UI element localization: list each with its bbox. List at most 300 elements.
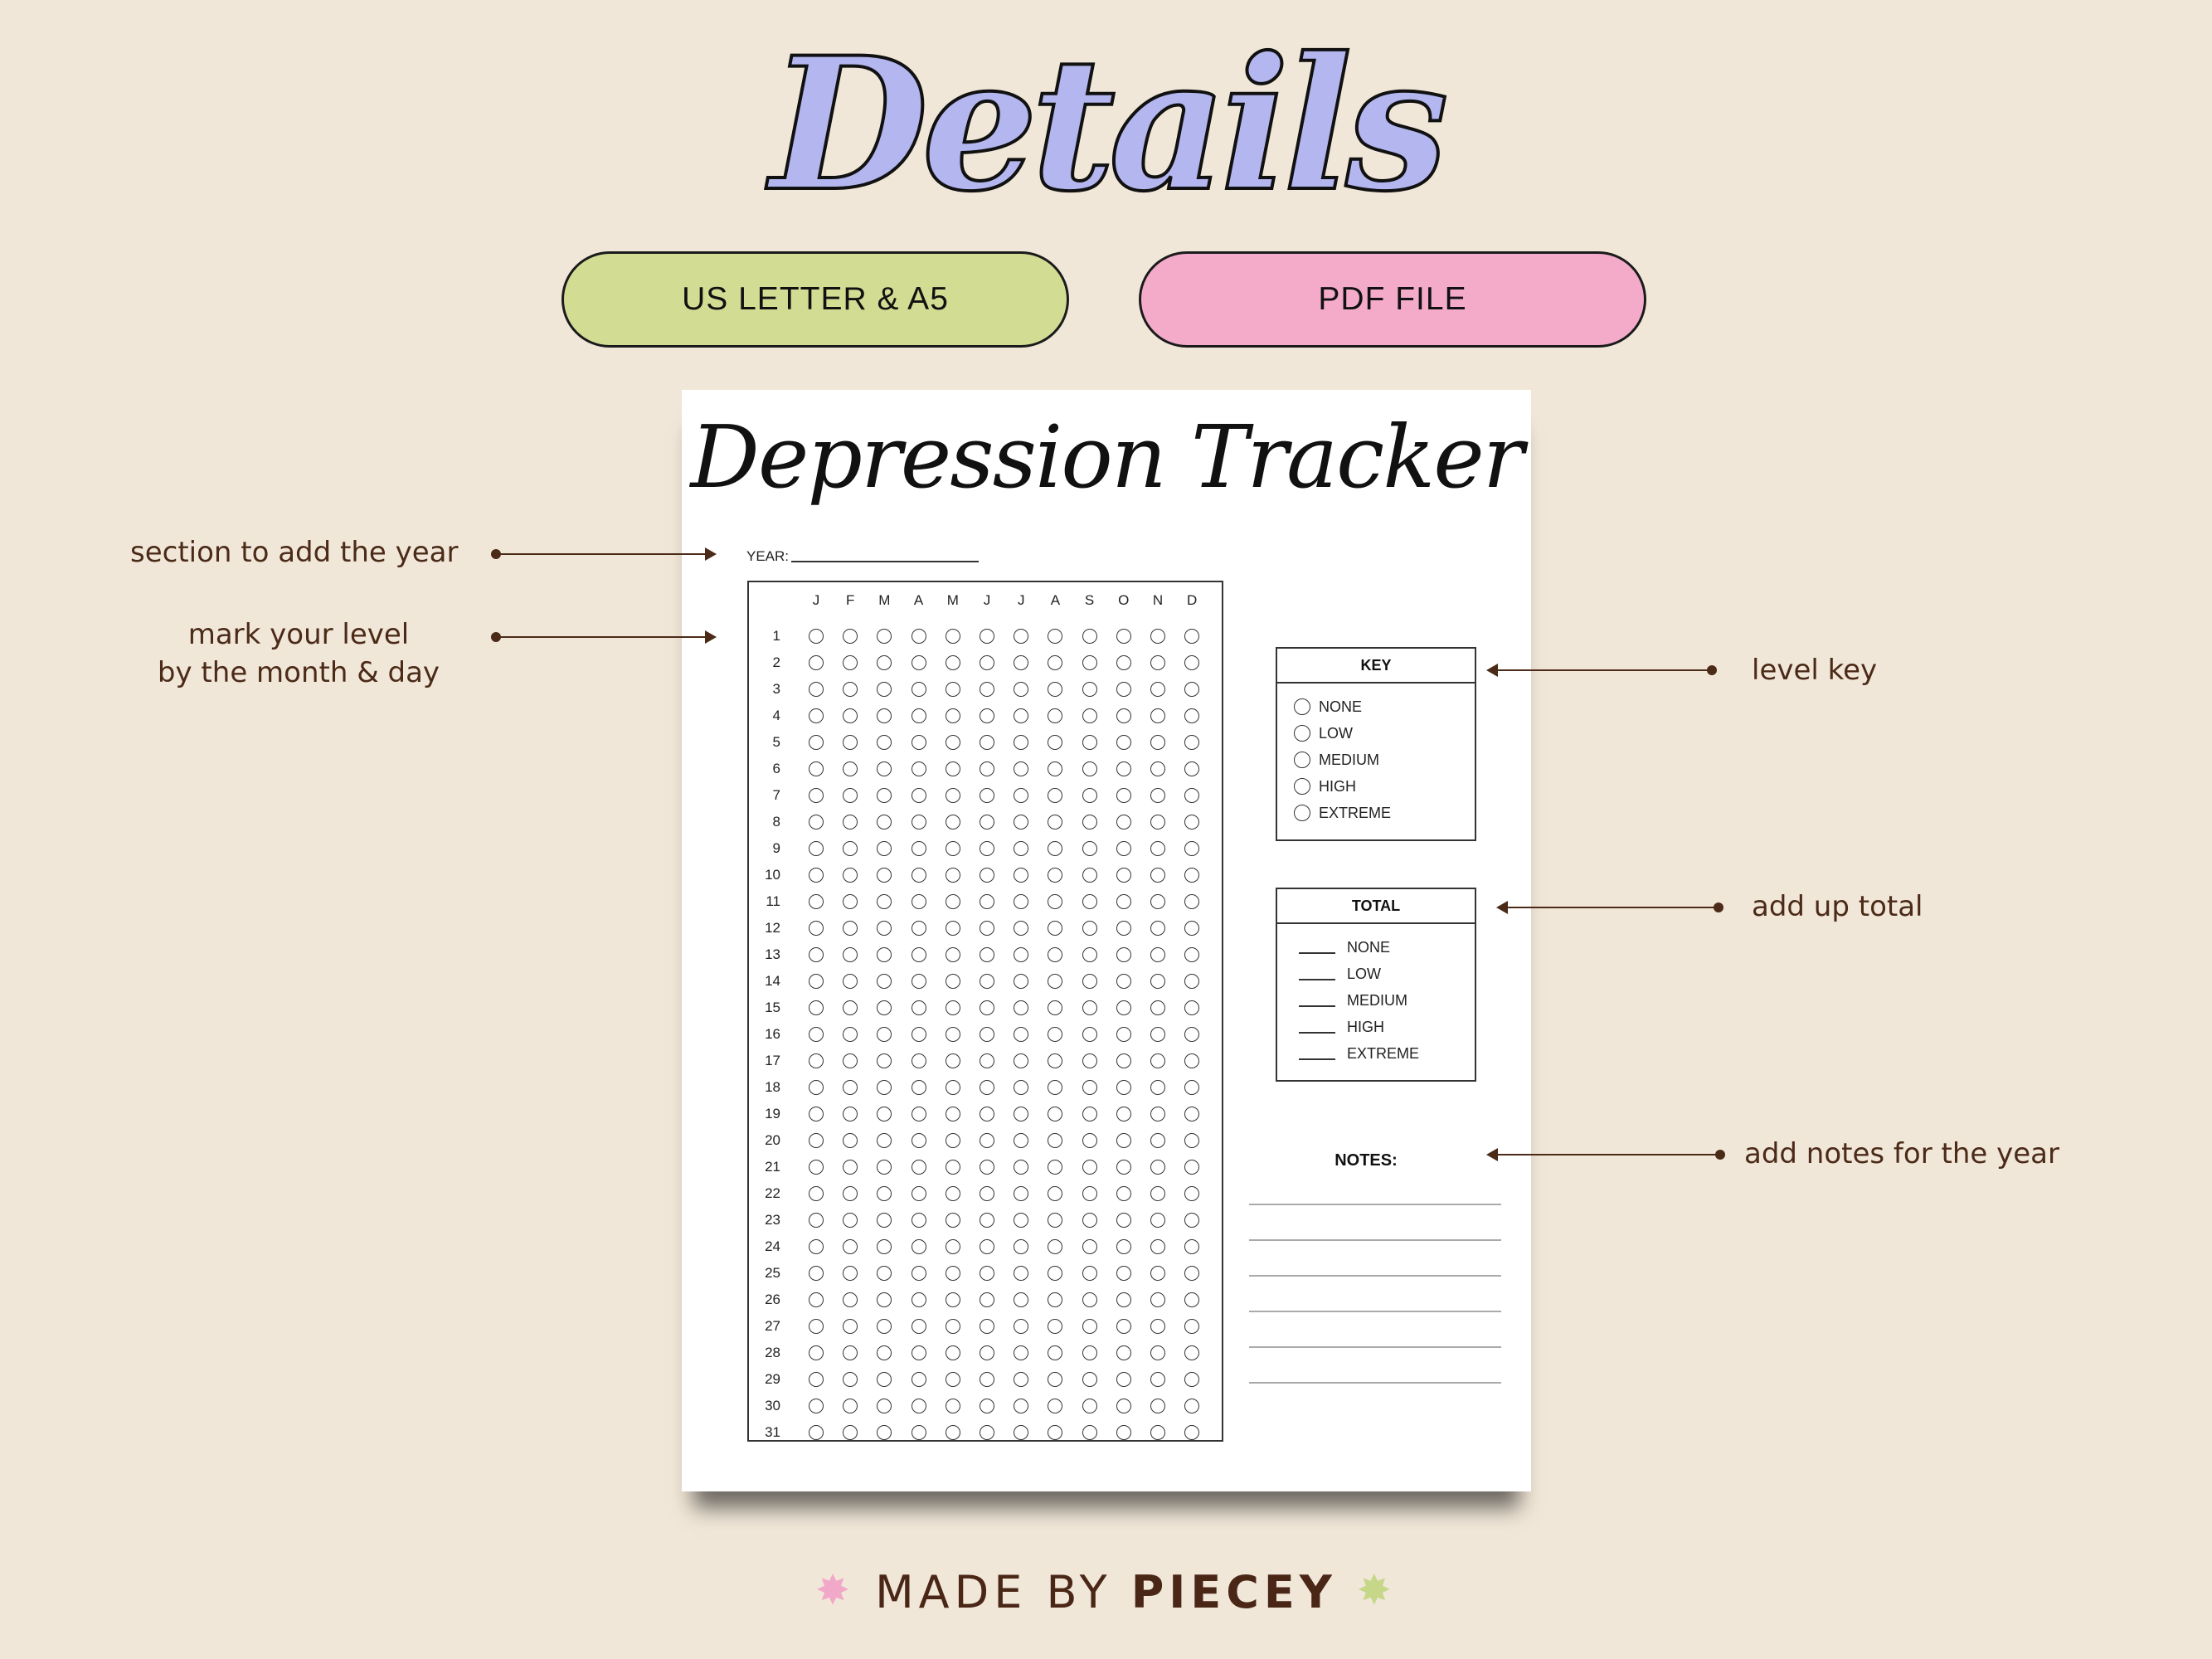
day-level-circle[interactable] xyxy=(912,921,926,936)
day-level-circle[interactable] xyxy=(946,735,960,750)
day-level-circle[interactable] xyxy=(1014,708,1028,723)
day-level-circle[interactable] xyxy=(1184,655,1199,670)
day-level-circle[interactable] xyxy=(809,1213,824,1228)
day-level-circle[interactable] xyxy=(946,1399,960,1413)
day-level-circle[interactable] xyxy=(843,921,858,936)
day-level-circle[interactable] xyxy=(1150,1345,1165,1360)
day-level-circle[interactable] xyxy=(946,761,960,776)
day-level-circle[interactable] xyxy=(1184,1266,1199,1281)
total-blank-line[interactable] xyxy=(1299,1058,1335,1060)
day-level-circle[interactable] xyxy=(1150,682,1165,697)
day-level-circle[interactable] xyxy=(1048,682,1062,697)
day-level-circle[interactable] xyxy=(809,1160,824,1175)
day-level-circle[interactable] xyxy=(1082,1319,1097,1334)
day-level-circle[interactable] xyxy=(1184,1133,1199,1148)
day-level-circle[interactable] xyxy=(912,1133,926,1148)
day-level-circle[interactable] xyxy=(912,1425,926,1440)
day-level-circle[interactable] xyxy=(877,655,892,670)
day-level-circle[interactable] xyxy=(1048,815,1062,830)
day-level-circle[interactable] xyxy=(1116,1027,1131,1042)
day-level-circle[interactable] xyxy=(877,1160,892,1175)
day-level-circle[interactable] xyxy=(1082,1053,1097,1068)
day-level-circle[interactable] xyxy=(1014,682,1028,697)
day-level-circle[interactable] xyxy=(843,761,858,776)
day-level-circle[interactable] xyxy=(1082,788,1097,803)
day-level-circle[interactable] xyxy=(877,921,892,936)
day-level-circle[interactable] xyxy=(843,841,858,856)
day-level-circle[interactable] xyxy=(877,1266,892,1281)
day-level-circle[interactable] xyxy=(1082,921,1097,936)
day-level-circle[interactable] xyxy=(1048,868,1062,883)
day-level-circle[interactable] xyxy=(809,1292,824,1307)
day-level-circle[interactable] xyxy=(1150,761,1165,776)
day-level-circle[interactable] xyxy=(1014,947,1028,962)
day-level-circle[interactable] xyxy=(843,1266,858,1281)
total-blank-line[interactable] xyxy=(1299,1032,1335,1034)
day-level-circle[interactable] xyxy=(1184,815,1199,830)
day-level-circle[interactable] xyxy=(946,1160,960,1175)
day-level-circle[interactable] xyxy=(980,655,994,670)
day-level-circle[interactable] xyxy=(1116,974,1131,989)
day-level-circle[interactable] xyxy=(1014,1133,1028,1148)
day-level-circle[interactable] xyxy=(1116,841,1131,856)
day-level-circle[interactable] xyxy=(946,629,960,644)
day-level-circle[interactable] xyxy=(946,1027,960,1042)
day-level-circle[interactable] xyxy=(912,1027,926,1042)
day-level-circle[interactable] xyxy=(843,735,858,750)
day-level-circle[interactable] xyxy=(912,1053,926,1068)
day-level-circle[interactable] xyxy=(1048,1372,1062,1387)
day-level-circle[interactable] xyxy=(1082,1080,1097,1095)
day-level-circle[interactable] xyxy=(980,735,994,750)
day-level-circle[interactable] xyxy=(1048,1080,1062,1095)
day-level-circle[interactable] xyxy=(980,868,994,883)
day-level-circle[interactable] xyxy=(1014,1292,1028,1307)
day-level-circle[interactable] xyxy=(912,655,926,670)
day-level-circle[interactable] xyxy=(912,761,926,776)
day-level-circle[interactable] xyxy=(1184,629,1199,644)
day-level-circle[interactable] xyxy=(1014,1345,1028,1360)
day-level-circle[interactable] xyxy=(1116,1425,1131,1440)
day-level-circle[interactable] xyxy=(980,682,994,697)
day-level-circle[interactable] xyxy=(1014,788,1028,803)
day-level-circle[interactable] xyxy=(1184,1000,1199,1015)
day-level-circle[interactable] xyxy=(946,708,960,723)
day-level-circle[interactable] xyxy=(877,1027,892,1042)
day-level-circle[interactable] xyxy=(980,1372,994,1387)
day-level-circle[interactable] xyxy=(980,947,994,962)
day-level-circle[interactable] xyxy=(1150,974,1165,989)
day-level-circle[interactable] xyxy=(843,1292,858,1307)
day-level-circle[interactable] xyxy=(809,1107,824,1121)
day-level-circle[interactable] xyxy=(1014,1213,1028,1228)
day-level-circle[interactable] xyxy=(912,1186,926,1201)
day-level-circle[interactable] xyxy=(1184,894,1199,909)
day-level-circle[interactable] xyxy=(912,868,926,883)
day-level-circle[interactable] xyxy=(843,1425,858,1440)
day-level-circle[interactable] xyxy=(1184,682,1199,697)
day-level-circle[interactable] xyxy=(1184,1425,1199,1440)
day-level-circle[interactable] xyxy=(980,1027,994,1042)
day-level-circle[interactable] xyxy=(1184,1372,1199,1387)
day-level-circle[interactable] xyxy=(1116,629,1131,644)
day-level-circle[interactable] xyxy=(912,1399,926,1413)
day-level-circle[interactable] xyxy=(1184,921,1199,936)
day-level-circle[interactable] xyxy=(1082,655,1097,670)
day-level-circle[interactable] xyxy=(809,974,824,989)
day-level-circle[interactable] xyxy=(1116,708,1131,723)
day-level-circle[interactable] xyxy=(1150,1239,1165,1254)
day-level-circle[interactable] xyxy=(1048,1000,1062,1015)
day-level-circle[interactable] xyxy=(946,894,960,909)
day-level-circle[interactable] xyxy=(1048,1053,1062,1068)
day-level-circle[interactable] xyxy=(1048,708,1062,723)
day-level-circle[interactable] xyxy=(1014,629,1028,644)
day-level-circle[interactable] xyxy=(980,1266,994,1281)
day-level-circle[interactable] xyxy=(1014,655,1028,670)
day-level-circle[interactable] xyxy=(1014,1186,1028,1201)
day-level-circle[interactable] xyxy=(980,708,994,723)
day-level-circle[interactable] xyxy=(1082,708,1097,723)
day-level-circle[interactable] xyxy=(809,629,824,644)
day-level-circle[interactable] xyxy=(877,1319,892,1334)
day-level-circle[interactable] xyxy=(980,1319,994,1334)
day-level-circle[interactable] xyxy=(1150,921,1165,936)
day-level-circle[interactable] xyxy=(980,815,994,830)
day-level-circle[interactable] xyxy=(946,1345,960,1360)
day-level-circle[interactable] xyxy=(1116,1160,1131,1175)
day-level-circle[interactable] xyxy=(809,788,824,803)
day-level-circle[interactable] xyxy=(980,1292,994,1307)
day-level-circle[interactable] xyxy=(809,894,824,909)
day-level-circle[interactable] xyxy=(1116,682,1131,697)
day-level-circle[interactable] xyxy=(809,1345,824,1360)
day-level-circle[interactable] xyxy=(1184,1399,1199,1413)
day-level-circle[interactable] xyxy=(1116,1186,1131,1201)
day-level-circle[interactable] xyxy=(809,1000,824,1015)
day-level-circle[interactable] xyxy=(946,921,960,936)
day-level-circle[interactable] xyxy=(1184,1160,1199,1175)
day-level-circle[interactable] xyxy=(912,708,926,723)
day-level-circle[interactable] xyxy=(1150,1053,1165,1068)
day-level-circle[interactable] xyxy=(1116,868,1131,883)
day-level-circle[interactable] xyxy=(877,947,892,962)
day-level-circle[interactable] xyxy=(1082,947,1097,962)
day-level-circle[interactable] xyxy=(877,708,892,723)
day-level-circle[interactable] xyxy=(1150,1000,1165,1015)
day-level-circle[interactable] xyxy=(877,841,892,856)
day-level-circle[interactable] xyxy=(877,1186,892,1201)
day-level-circle[interactable] xyxy=(843,655,858,670)
day-level-circle[interactable] xyxy=(1150,735,1165,750)
day-level-circle[interactable] xyxy=(1116,1107,1131,1121)
day-level-circle[interactable] xyxy=(980,788,994,803)
day-level-circle[interactable] xyxy=(809,921,824,936)
day-level-circle[interactable] xyxy=(1048,735,1062,750)
day-level-circle[interactable] xyxy=(912,1239,926,1254)
day-level-circle[interactable] xyxy=(1184,1053,1199,1068)
day-level-circle[interactable] xyxy=(843,1107,858,1121)
day-level-circle[interactable] xyxy=(1116,1399,1131,1413)
day-level-circle[interactable] xyxy=(1048,655,1062,670)
day-level-circle[interactable] xyxy=(1116,1213,1131,1228)
day-level-circle[interactable] xyxy=(1184,1319,1199,1334)
day-level-circle[interactable] xyxy=(877,1239,892,1254)
day-level-circle[interactable] xyxy=(1048,1160,1062,1175)
day-level-circle[interactable] xyxy=(912,735,926,750)
day-level-circle[interactable] xyxy=(843,1027,858,1042)
day-level-circle[interactable] xyxy=(1014,735,1028,750)
day-level-circle[interactable] xyxy=(1048,1239,1062,1254)
day-level-circle[interactable] xyxy=(1116,1266,1131,1281)
day-level-circle[interactable] xyxy=(843,947,858,962)
day-level-circle[interactable] xyxy=(1082,1133,1097,1148)
day-level-circle[interactable] xyxy=(877,894,892,909)
day-level-circle[interactable] xyxy=(1048,947,1062,962)
day-level-circle[interactable] xyxy=(1184,841,1199,856)
day-level-circle[interactable] xyxy=(809,1319,824,1334)
day-level-circle[interactable] xyxy=(843,815,858,830)
day-level-circle[interactable] xyxy=(1116,655,1131,670)
day-level-circle[interactable] xyxy=(980,921,994,936)
total-blank-line[interactable] xyxy=(1299,1005,1335,1007)
day-level-circle[interactable] xyxy=(1014,1080,1028,1095)
day-level-circle[interactable] xyxy=(1082,894,1097,909)
day-level-circle[interactable] xyxy=(877,788,892,803)
day-level-circle[interactable] xyxy=(1082,1239,1097,1254)
day-level-circle[interactable] xyxy=(946,1000,960,1015)
day-level-circle[interactable] xyxy=(1014,1425,1028,1440)
day-level-circle[interactable] xyxy=(946,868,960,883)
day-level-circle[interactable] xyxy=(1048,1319,1062,1334)
day-level-circle[interactable] xyxy=(980,1053,994,1068)
day-level-circle[interactable] xyxy=(912,1292,926,1307)
day-level-circle[interactable] xyxy=(1014,815,1028,830)
day-level-circle[interactable] xyxy=(877,735,892,750)
day-level-circle[interactable] xyxy=(1048,1292,1062,1307)
day-level-circle[interactable] xyxy=(1150,1266,1165,1281)
day-level-circle[interactable] xyxy=(843,1239,858,1254)
day-level-circle[interactable] xyxy=(980,1133,994,1148)
day-level-circle[interactable] xyxy=(1082,682,1097,697)
day-level-circle[interactable] xyxy=(1184,1239,1199,1254)
day-level-circle[interactable] xyxy=(877,1107,892,1121)
day-level-circle[interactable] xyxy=(946,1053,960,1068)
day-level-circle[interactable] xyxy=(1116,1133,1131,1148)
day-level-circle[interactable] xyxy=(1184,868,1199,883)
day-level-circle[interactable] xyxy=(980,974,994,989)
day-level-circle[interactable] xyxy=(1082,1027,1097,1042)
day-level-circle[interactable] xyxy=(1048,761,1062,776)
day-level-circle[interactable] xyxy=(809,1080,824,1095)
day-level-circle[interactable] xyxy=(1150,708,1165,723)
day-level-circle[interactable] xyxy=(1048,1425,1062,1440)
day-level-circle[interactable] xyxy=(1014,1160,1028,1175)
day-level-circle[interactable] xyxy=(1150,1292,1165,1307)
day-level-circle[interactable] xyxy=(1184,1186,1199,1201)
total-blank-line[interactable] xyxy=(1299,952,1335,954)
day-level-circle[interactable] xyxy=(1082,735,1097,750)
day-level-circle[interactable] xyxy=(1048,1345,1062,1360)
day-level-circle[interactable] xyxy=(877,974,892,989)
day-level-circle[interactable] xyxy=(843,1160,858,1175)
day-level-circle[interactable] xyxy=(843,868,858,883)
day-level-circle[interactable] xyxy=(1014,1266,1028,1281)
day-level-circle[interactable] xyxy=(980,1000,994,1015)
day-level-circle[interactable] xyxy=(877,1372,892,1387)
day-level-circle[interactable] xyxy=(912,1000,926,1015)
day-level-circle[interactable] xyxy=(946,1266,960,1281)
day-level-circle[interactable] xyxy=(1014,1053,1028,1068)
day-level-circle[interactable] xyxy=(946,947,960,962)
day-level-circle[interactable] xyxy=(1150,655,1165,670)
day-level-circle[interactable] xyxy=(1014,1372,1028,1387)
day-level-circle[interactable] xyxy=(877,1000,892,1015)
day-level-circle[interactable] xyxy=(912,1213,926,1228)
day-level-circle[interactable] xyxy=(877,1080,892,1095)
day-level-circle[interactable] xyxy=(1184,974,1199,989)
day-level-circle[interactable] xyxy=(843,682,858,697)
day-level-circle[interactable] xyxy=(1048,629,1062,644)
day-level-circle[interactable] xyxy=(809,655,824,670)
day-level-circle[interactable] xyxy=(809,1372,824,1387)
day-level-circle[interactable] xyxy=(809,1053,824,1068)
day-level-circle[interactable] xyxy=(1014,921,1028,936)
day-level-circle[interactable] xyxy=(946,974,960,989)
day-level-circle[interactable] xyxy=(1150,1133,1165,1148)
day-level-circle[interactable] xyxy=(1184,735,1199,750)
day-level-circle[interactable] xyxy=(843,1000,858,1015)
day-level-circle[interactable] xyxy=(1082,841,1097,856)
day-level-circle[interactable] xyxy=(1082,1372,1097,1387)
day-level-circle[interactable] xyxy=(912,815,926,830)
day-level-circle[interactable] xyxy=(1048,1107,1062,1121)
day-level-circle[interactable] xyxy=(1150,1425,1165,1440)
day-level-circle[interactable] xyxy=(809,1399,824,1413)
day-level-circle[interactable] xyxy=(1150,629,1165,644)
day-level-circle[interactable] xyxy=(946,1372,960,1387)
day-level-circle[interactable] xyxy=(1184,761,1199,776)
day-level-circle[interactable] xyxy=(1082,974,1097,989)
total-blank-line[interactable] xyxy=(1299,979,1335,980)
day-level-circle[interactable] xyxy=(877,1213,892,1228)
day-level-circle[interactable] xyxy=(809,682,824,697)
day-level-circle[interactable] xyxy=(912,974,926,989)
day-level-circle[interactable] xyxy=(1150,815,1165,830)
day-level-circle[interactable] xyxy=(1048,1027,1062,1042)
day-level-circle[interactable] xyxy=(843,1186,858,1201)
day-level-circle[interactable] xyxy=(1014,868,1028,883)
day-level-circle[interactable] xyxy=(946,1133,960,1148)
day-level-circle[interactable] xyxy=(1116,1345,1131,1360)
day-level-circle[interactable] xyxy=(1150,1372,1165,1387)
day-level-circle[interactable] xyxy=(843,1080,858,1095)
day-level-circle[interactable] xyxy=(1048,1213,1062,1228)
day-level-circle[interactable] xyxy=(1014,1000,1028,1015)
day-level-circle[interactable] xyxy=(980,629,994,644)
day-level-circle[interactable] xyxy=(980,1107,994,1121)
day-level-circle[interactable] xyxy=(1116,1319,1131,1334)
day-level-circle[interactable] xyxy=(1116,1053,1131,1068)
day-level-circle[interactable] xyxy=(946,1425,960,1440)
day-level-circle[interactable] xyxy=(1082,629,1097,644)
day-level-circle[interactable] xyxy=(877,1345,892,1360)
day-level-circle[interactable] xyxy=(1116,947,1131,962)
day-level-circle[interactable] xyxy=(912,841,926,856)
day-level-circle[interactable] xyxy=(1014,1319,1028,1334)
day-level-circle[interactable] xyxy=(843,1053,858,1068)
day-level-circle[interactable] xyxy=(843,708,858,723)
day-level-circle[interactable] xyxy=(1116,1292,1131,1307)
day-level-circle[interactable] xyxy=(809,735,824,750)
day-level-circle[interactable] xyxy=(877,761,892,776)
day-level-circle[interactable] xyxy=(1048,788,1062,803)
day-level-circle[interactable] xyxy=(1048,974,1062,989)
day-level-circle[interactable] xyxy=(843,1372,858,1387)
day-level-circle[interactable] xyxy=(809,708,824,723)
day-level-circle[interactable] xyxy=(1184,947,1199,962)
day-level-circle[interactable] xyxy=(946,1186,960,1201)
day-level-circle[interactable] xyxy=(1082,761,1097,776)
day-level-circle[interactable] xyxy=(1116,894,1131,909)
day-level-circle[interactable] xyxy=(1048,921,1062,936)
day-level-circle[interactable] xyxy=(809,815,824,830)
day-level-circle[interactable] xyxy=(877,682,892,697)
day-level-circle[interactable] xyxy=(1184,788,1199,803)
day-level-circle[interactable] xyxy=(877,1292,892,1307)
day-level-circle[interactable] xyxy=(1150,1319,1165,1334)
day-level-circle[interactable] xyxy=(1150,1399,1165,1413)
day-level-circle[interactable] xyxy=(1082,1345,1097,1360)
day-level-circle[interactable] xyxy=(1184,1292,1199,1307)
day-level-circle[interactable] xyxy=(877,815,892,830)
day-level-circle[interactable] xyxy=(912,1107,926,1121)
day-level-circle[interactable] xyxy=(1150,1160,1165,1175)
day-level-circle[interactable] xyxy=(843,1133,858,1148)
day-level-circle[interactable] xyxy=(1150,894,1165,909)
day-level-circle[interactable] xyxy=(946,815,960,830)
day-level-circle[interactable] xyxy=(877,868,892,883)
day-level-circle[interactable] xyxy=(1150,947,1165,962)
day-level-circle[interactable] xyxy=(980,1399,994,1413)
day-level-circle[interactable] xyxy=(809,947,824,962)
day-level-circle[interactable] xyxy=(1082,1425,1097,1440)
day-level-circle[interactable] xyxy=(912,947,926,962)
day-level-circle[interactable] xyxy=(1014,1107,1028,1121)
day-level-circle[interactable] xyxy=(946,788,960,803)
day-level-circle[interactable] xyxy=(1082,1292,1097,1307)
day-level-circle[interactable] xyxy=(809,1239,824,1254)
day-level-circle[interactable] xyxy=(1014,1239,1028,1254)
day-level-circle[interactable] xyxy=(843,1399,858,1413)
day-level-circle[interactable] xyxy=(877,1053,892,1068)
day-level-circle[interactable] xyxy=(946,841,960,856)
day-level-circle[interactable] xyxy=(912,1319,926,1334)
day-level-circle[interactable] xyxy=(1082,815,1097,830)
day-level-circle[interactable] xyxy=(912,1345,926,1360)
day-level-circle[interactable] xyxy=(1116,1000,1131,1015)
day-level-circle[interactable] xyxy=(877,629,892,644)
day-level-circle[interactable] xyxy=(843,894,858,909)
day-level-circle[interactable] xyxy=(980,894,994,909)
day-level-circle[interactable] xyxy=(809,761,824,776)
day-level-circle[interactable] xyxy=(946,1319,960,1334)
day-level-circle[interactable] xyxy=(1048,1399,1062,1413)
day-level-circle[interactable] xyxy=(1014,841,1028,856)
day-level-circle[interactable] xyxy=(1014,974,1028,989)
day-level-circle[interactable] xyxy=(1048,1186,1062,1201)
day-level-circle[interactable] xyxy=(843,788,858,803)
